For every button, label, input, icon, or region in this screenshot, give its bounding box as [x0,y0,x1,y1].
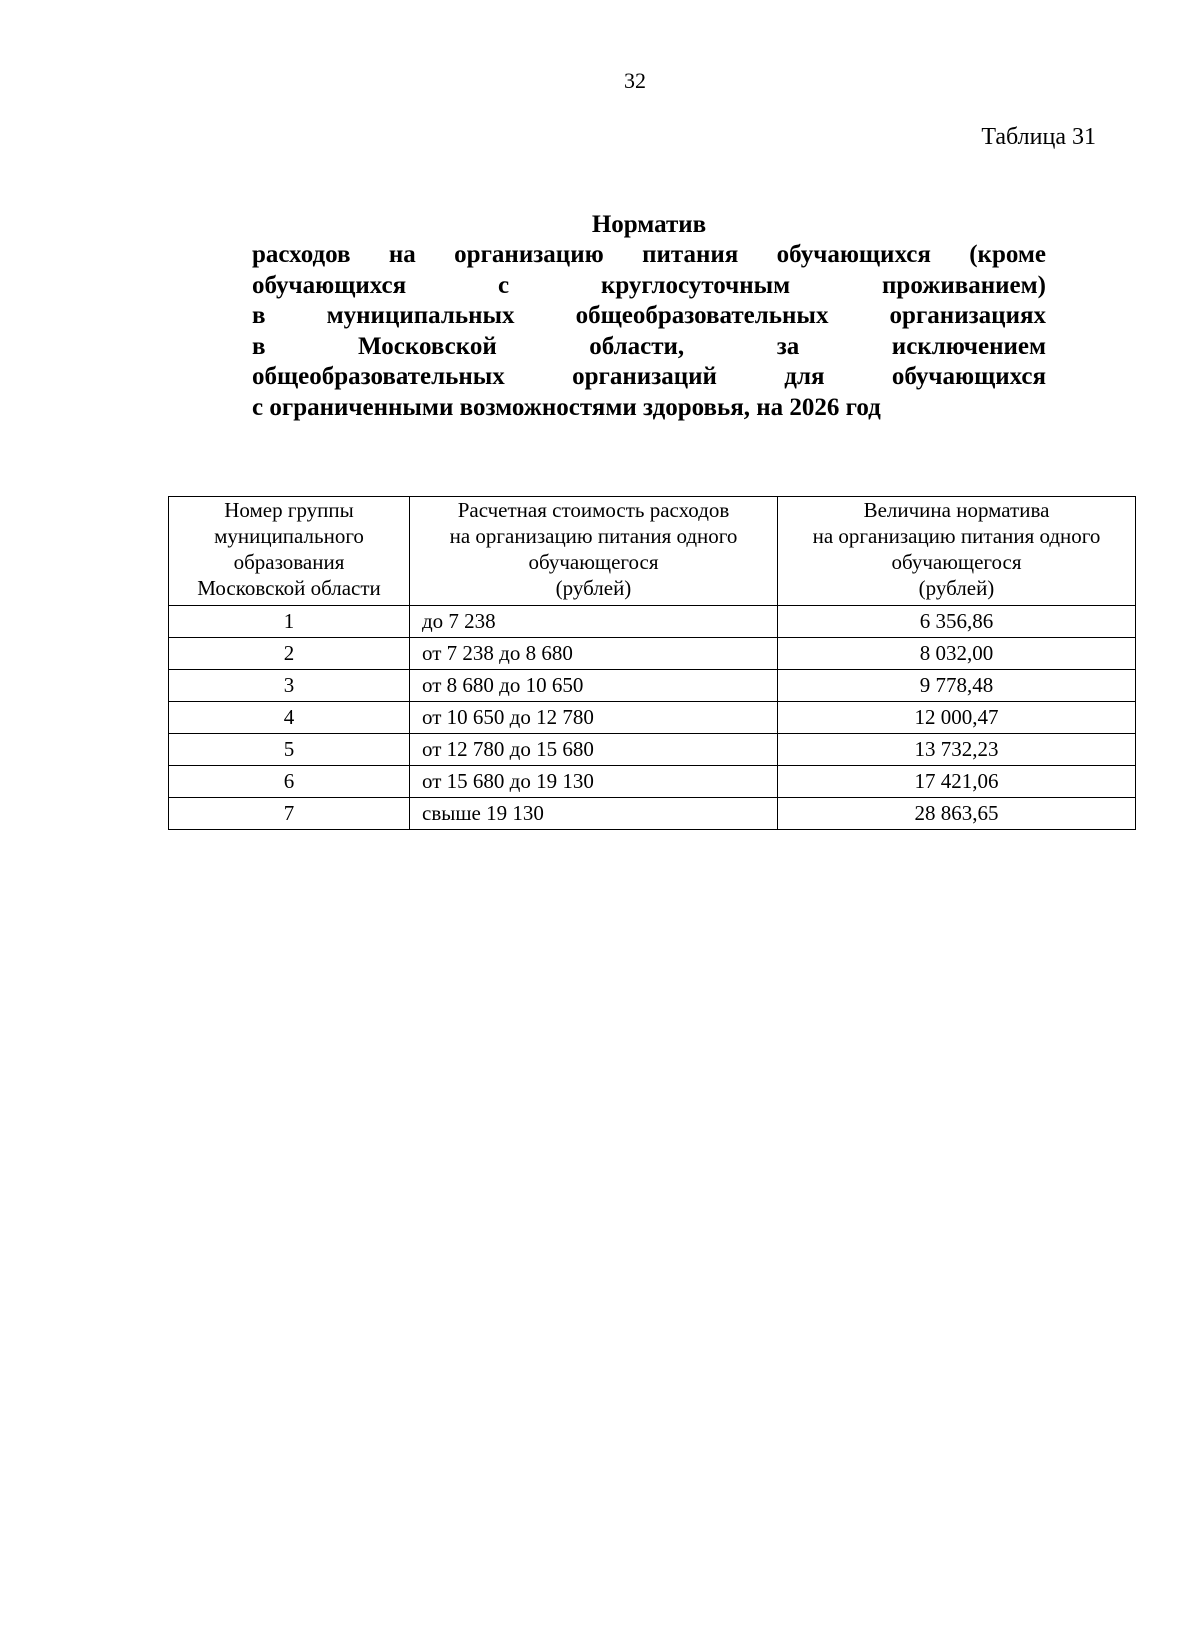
cell-group: 2 [169,638,410,670]
heading-title: Норматив [591,211,707,238]
header-text-line: образования [233,550,345,574]
cell-cost: от 15 680 до 19 130 [410,766,778,798]
cell-group: 7 [169,798,410,830]
header-text-line: муниципального [214,524,364,548]
cell-cost: от 10 650 до 12 780 [410,702,778,734]
header-text-line: обучающегося [891,550,1022,574]
cell-cost: от 12 780 до 15 680 [410,734,778,766]
table-header-row [169,497,1136,606]
header-estimated-cost [410,497,778,606]
cell-norm: 9 778,48 [778,670,1136,702]
header-text-line: на организацию питания одного [449,524,738,548]
cell-group: 1 [169,606,410,638]
header-text-line: обучающегося [528,550,659,574]
header-text-line: Московской области [197,576,381,600]
heading-line-2: обучающихся с круглосуточным проживанием) [252,271,1046,299]
cell-cost: свыше 19 130 [410,798,778,830]
header-group-number [169,497,410,606]
cell-norm: 6 356,86 [778,606,1136,638]
cell-norm: 17 421,06 [778,766,1136,798]
document-heading [252,210,1046,423]
table-label: Таблица 31 [981,124,1096,150]
cell-norm: 8 032,00 [778,638,1136,670]
header-text-line: Номер группы [224,498,354,522]
cell-norm: 12 000,47 [778,702,1136,734]
heading-line-4: в Московской области, за исключением [252,332,1046,360]
header-text-line: на организацию питания одного [812,524,1101,548]
cell-group: 4 [169,702,410,734]
heading-line-6: с ограниченными возможностями здоровья, на 2026 год [252,393,881,421]
header-text-line: (рублей) [555,576,632,600]
page-number: 32 [624,68,646,93]
cell-group: 5 [169,734,410,766]
cell-cost: от 7 238 до 8 680 [410,638,778,670]
table-row [169,606,1136,638]
heading-line-5: общеобразовательных организаций для обучающихся [252,363,1046,390]
table-row [169,734,1136,766]
table-row [169,670,1136,702]
table-row [169,702,1136,734]
heading-line-1: расходов на организацию питания обучающихся (кроме [252,241,1046,268]
table-row [169,798,1136,830]
cell-cost: от 8 680 до 10 650 [410,670,778,702]
header-text-line: Величина норматива [863,498,1050,522]
table-row [169,638,1136,670]
norm-table [168,496,1136,830]
cell-norm: 13 732,23 [778,734,1136,766]
cell-norm: 28 863,65 [778,798,1136,830]
cell-cost: до 7 238 [410,606,778,638]
cell-group: 3 [169,670,410,702]
header-norm-value [778,497,1136,606]
heading-line-3: в муниципальных общеобразовательных организациях [252,302,1046,329]
table-row [169,766,1136,798]
header-text-line: Расчетная стоимость расходов [457,498,730,522]
header-text-line: (рублей) [918,576,995,600]
cell-group: 6 [169,766,410,798]
